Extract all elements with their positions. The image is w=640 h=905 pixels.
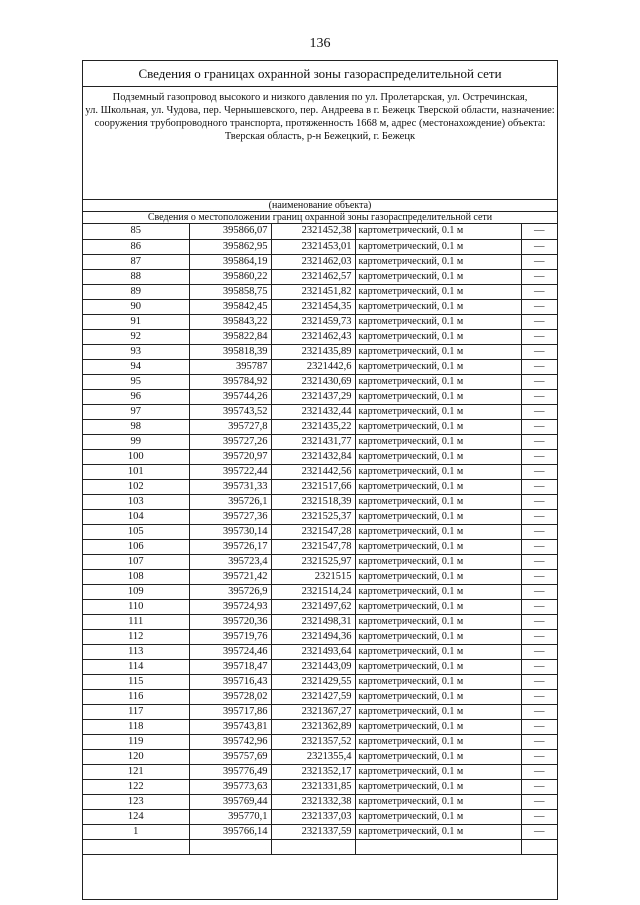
point-number-cell: 114	[83, 659, 189, 674]
coord-x-cell: 395842,45	[189, 299, 271, 314]
coord-y-cell: 2321493,64	[271, 644, 355, 659]
coord-y-cell: 2321453,01	[271, 239, 355, 254]
method-accuracy-cell: картометрический, 0.1 м	[355, 224, 521, 239]
method-accuracy-cell: картометрический, 0.1 м	[355, 374, 521, 389]
table-row	[83, 239, 557, 254]
point-number-cell: 94	[83, 359, 189, 374]
coord-x-cell: 395862,95	[189, 239, 271, 254]
table-row	[83, 479, 557, 494]
table-row	[83, 344, 557, 359]
description-dash-cell: —	[521, 764, 557, 779]
point-number-cell: 98	[83, 419, 189, 434]
coord-y-cell: 2321525,97	[271, 554, 355, 569]
table-row	[83, 449, 557, 464]
method-accuracy-cell: картометрический, 0.1 м	[355, 584, 521, 599]
method-accuracy-cell: картометрический, 0.1 м	[355, 719, 521, 734]
description-dash-cell: —	[521, 404, 557, 419]
coord-y-cell: 2321494,36	[271, 629, 355, 644]
description-dash-cell: —	[521, 809, 557, 824]
description-line: Подземный газопровод высокого и низкого давления по ул. Пролетарская, ул. Остречинская,	[112, 92, 528, 103]
table-row	[83, 509, 557, 524]
description-dash-cell: —	[521, 524, 557, 539]
description-dash-cell: —	[521, 269, 557, 284]
coord-x-cell: 395757,69	[189, 749, 271, 764]
point-number-cell: 117	[83, 704, 189, 719]
coord-y-cell: 2321462,57	[271, 269, 355, 284]
table-row	[83, 749, 557, 764]
point-number-cell: 93	[83, 344, 189, 359]
point-number-cell: 111	[83, 614, 189, 629]
description-dash-cell: —	[521, 254, 557, 269]
point-number-cell: 115	[83, 674, 189, 689]
coord-x-cell: 395727,36	[189, 509, 271, 524]
method-accuracy-cell: картометрический, 0.1 м	[355, 539, 521, 554]
method-accuracy-cell: картометрический, 0.1 м	[355, 344, 521, 359]
coord-y-cell: 2321432,84	[271, 449, 355, 464]
description-line: сооружения трубопроводного транспорта, протяженность 1668 м, адрес (местонахождение) объекта:	[94, 118, 546, 129]
coord-y-cell: 2321518,39	[271, 494, 355, 509]
coord-y-cell: 2321462,43	[271, 329, 355, 344]
point-number-cell: 103	[83, 494, 189, 509]
point-number-cell: 85	[83, 224, 189, 239]
method-accuracy-cell	[355, 839, 521, 854]
table-row	[83, 689, 557, 704]
coord-y-cell: 2321352,17	[271, 764, 355, 779]
coord-y-cell: 2321331,85	[271, 779, 355, 794]
point-number-cell: 89	[83, 284, 189, 299]
point-number-cell: 122	[83, 779, 189, 794]
method-accuracy-cell: картометрический, 0.1 м	[355, 494, 521, 509]
coord-y-cell: 2321498,31	[271, 614, 355, 629]
coord-y-cell: 2321427,59	[271, 689, 355, 704]
coord-y-cell: 2321443,09	[271, 659, 355, 674]
point-number-cell: 95	[83, 374, 189, 389]
table-row	[83, 434, 557, 449]
description-dash-cell: —	[521, 224, 557, 239]
description-dash-cell: —	[521, 284, 557, 299]
method-accuracy-cell: картометрический, 0.1 м	[355, 704, 521, 719]
coord-y-cell	[271, 839, 355, 854]
table-row	[83, 734, 557, 749]
coord-y-cell: 2321332,38	[271, 794, 355, 809]
table-row	[83, 599, 557, 614]
table-row	[83, 614, 557, 629]
coord-x-cell: 395744,26	[189, 389, 271, 404]
table-row	[83, 329, 557, 344]
point-number-cell: 1	[83, 824, 189, 839]
method-accuracy-cell: картометрический, 0.1 м	[355, 629, 521, 644]
coord-x-cell: 395766,14	[189, 824, 271, 839]
coord-y-cell: 2321452,38	[271, 224, 355, 239]
coord-x-cell: 395743,52	[189, 404, 271, 419]
method-accuracy-cell: картометрический, 0.1 м	[355, 824, 521, 839]
coord-x-cell: 395784,92	[189, 374, 271, 389]
coord-x-cell: 395864,19	[189, 254, 271, 269]
description-dash-cell: —	[521, 479, 557, 494]
table-row	[83, 644, 557, 659]
coord-y-cell: 2321431,77	[271, 434, 355, 449]
method-accuracy-cell: картометрический, 0.1 м	[355, 659, 521, 674]
coord-y-cell: 2321517,66	[271, 479, 355, 494]
coord-x-cell: 395770,1	[189, 809, 271, 824]
description-dash-cell: —	[521, 359, 557, 374]
coord-x-cell: 395717,86	[189, 704, 271, 719]
description-dash-cell: —	[521, 824, 557, 839]
table-row	[83, 569, 557, 584]
coord-y-cell: 2321442,6	[271, 359, 355, 374]
method-accuracy-cell: картометрический, 0.1 м	[355, 524, 521, 539]
coord-y-cell: 2321547,78	[271, 539, 355, 554]
description-dash-cell: —	[521, 314, 557, 329]
point-number-cell: 113	[83, 644, 189, 659]
coord-x-cell: 395726,9	[189, 584, 271, 599]
location-caption: Сведения о местоположении границ охранной зоны газораспределительной сети	[83, 212, 557, 224]
table-row	[83, 794, 557, 809]
point-number-cell	[83, 839, 189, 854]
description-dash-cell: —	[521, 494, 557, 509]
description-dash-cell: —	[521, 599, 557, 614]
method-accuracy-cell: картометрический, 0.1 м	[355, 239, 521, 254]
coord-x-cell: 395742,96	[189, 734, 271, 749]
section-heading: Сведения о границах охранной зоны газораспределительной сети	[83, 61, 557, 87]
description-dash-cell: —	[521, 614, 557, 629]
point-number-cell: 104	[83, 509, 189, 524]
table-row	[83, 704, 557, 719]
object-name-caption: (наименование объекта)	[83, 200, 557, 212]
table-row	[83, 224, 557, 239]
coord-x-cell: 395720,36	[189, 614, 271, 629]
coord-y-cell: 2321451,82	[271, 284, 355, 299]
method-accuracy-cell: картометрический, 0.1 м	[355, 599, 521, 614]
method-accuracy-cell: картометрический, 0.1 м	[355, 554, 521, 569]
table-row	[83, 254, 557, 269]
coord-y-cell: 2321497,62	[271, 599, 355, 614]
coord-y-cell: 2321459,73	[271, 314, 355, 329]
coord-x-cell: 395769,44	[189, 794, 271, 809]
description-dash-cell: —	[521, 779, 557, 794]
coord-y-cell: 2321430,69	[271, 374, 355, 389]
coord-x-cell: 395726,1	[189, 494, 271, 509]
table-row	[83, 824, 557, 839]
coord-x-cell: 395787	[189, 359, 271, 374]
coord-y-cell: 2321435,89	[271, 344, 355, 359]
description-dash-cell: —	[521, 344, 557, 359]
method-accuracy-cell: картометрический, 0.1 м	[355, 809, 521, 824]
method-accuracy-cell: картометрический, 0.1 м	[355, 674, 521, 689]
coord-y-cell: 2321362,89	[271, 719, 355, 734]
method-accuracy-cell: картометрический, 0.1 м	[355, 764, 521, 779]
coord-x-cell: 395724,46	[189, 644, 271, 659]
description-dash-cell: —	[521, 689, 557, 704]
description-dash-cell: —	[521, 719, 557, 734]
method-accuracy-cell: картометрический, 0.1 м	[355, 329, 521, 344]
method-accuracy-cell: картометрический, 0.1 м	[355, 314, 521, 329]
method-accuracy-cell: картометрический, 0.1 м	[355, 614, 521, 629]
method-accuracy-cell: картометрический, 0.1 м	[355, 434, 521, 449]
table-row	[83, 779, 557, 794]
description-dash-cell: —	[521, 509, 557, 524]
coord-y-cell: 2321437,29	[271, 389, 355, 404]
point-number-cell: 91	[83, 314, 189, 329]
coord-x-cell: 395718,47	[189, 659, 271, 674]
point-number-cell: 86	[83, 239, 189, 254]
method-accuracy-cell: картометрический, 0.1 м	[355, 569, 521, 584]
point-number-cell: 107	[83, 554, 189, 569]
point-number-cell: 96	[83, 389, 189, 404]
coord-x-cell: 395720,97	[189, 449, 271, 464]
description-dash-cell: —	[521, 239, 557, 254]
description-line: Тверская область, р-н Бежецкий, г. Бежецк	[224, 131, 416, 142]
table-row	[83, 659, 557, 674]
coord-x-cell: 395721,42	[189, 569, 271, 584]
point-number-cell: 121	[83, 764, 189, 779]
table-row	[83, 554, 557, 569]
description-dash-cell: —	[521, 584, 557, 599]
table-row	[83, 629, 557, 644]
coord-y-cell: 2321429,55	[271, 674, 355, 689]
table-row	[83, 524, 557, 539]
table-row	[83, 464, 557, 479]
description-dash-cell: —	[521, 644, 557, 659]
method-accuracy-cell: картометрический, 0.1 м	[355, 404, 521, 419]
coord-y-cell: 2321515	[271, 569, 355, 584]
description-dash-cell: —	[521, 554, 557, 569]
coord-x-cell: 395730,14	[189, 524, 271, 539]
method-accuracy-cell: картометрический, 0.1 м	[355, 794, 521, 809]
description-dash-cell: —	[521, 659, 557, 674]
point-number-cell: 97	[83, 404, 189, 419]
coord-x-cell: 395776,49	[189, 764, 271, 779]
point-number-cell: 102	[83, 479, 189, 494]
point-number-cell: 110	[83, 599, 189, 614]
method-accuracy-cell: картометрический, 0.1 м	[355, 779, 521, 794]
point-number-cell: 119	[83, 734, 189, 749]
method-accuracy-cell: картометрический, 0.1 м	[355, 389, 521, 404]
coord-x-cell: 395716,43	[189, 674, 271, 689]
description-dash-cell: —	[521, 299, 557, 314]
coord-x-cell: 395818,39	[189, 344, 271, 359]
coord-x-cell: 395822,84	[189, 329, 271, 344]
point-number-cell: 118	[83, 719, 189, 734]
description-line: ул. Школьная, ул. Чудова, пер. Чернышевского, пер. Андреева в г. Бежецк Тверской области, назначение:	[85, 105, 555, 116]
description-dash-cell: —	[521, 749, 557, 764]
point-number-cell: 88	[83, 269, 189, 284]
point-number-cell: 87	[83, 254, 189, 269]
object-description	[83, 87, 557, 200]
method-accuracy-cell: картометрический, 0.1 м	[355, 749, 521, 764]
coord-y-cell: 2321357,52	[271, 734, 355, 749]
method-accuracy-cell: картометрический, 0.1 м	[355, 299, 521, 314]
coord-x-cell: 395727,26	[189, 434, 271, 449]
description-dash-cell: —	[521, 374, 557, 389]
coord-y-cell: 2321514,24	[271, 584, 355, 599]
point-number-cell: 100	[83, 449, 189, 464]
description-dash-cell: —	[521, 734, 557, 749]
coord-x-cell: 395724,93	[189, 599, 271, 614]
coord-x-cell: 395719,76	[189, 629, 271, 644]
document-frame	[82, 60, 558, 900]
coord-y-cell: 2321337,03	[271, 809, 355, 824]
description-dash-cell: —	[521, 794, 557, 809]
coord-y-cell: 2321454,35	[271, 299, 355, 314]
table-row	[83, 809, 557, 824]
coord-x-cell: 395866,07	[189, 224, 271, 239]
description-dash-cell: —	[521, 419, 557, 434]
coord-x-cell: 395858,75	[189, 284, 271, 299]
description-dash-cell: —	[521, 629, 557, 644]
description-dash-cell: —	[521, 539, 557, 554]
method-accuracy-cell: картометрический, 0.1 м	[355, 509, 521, 524]
table-row	[83, 419, 557, 434]
coord-x-cell: 395722,44	[189, 464, 271, 479]
description-dash-cell: —	[521, 464, 557, 479]
coordinates-table	[83, 224, 557, 855]
method-accuracy-cell: картометрический, 0.1 м	[355, 734, 521, 749]
point-number-cell: 116	[83, 689, 189, 704]
method-accuracy-cell: картометрический, 0.1 м	[355, 284, 521, 299]
coord-x-cell: 395727,8	[189, 419, 271, 434]
coord-y-cell: 2321525,37	[271, 509, 355, 524]
table-row	[83, 299, 557, 314]
table-row	[83, 284, 557, 299]
table-row	[83, 269, 557, 284]
method-accuracy-cell: картометрический, 0.1 м	[355, 689, 521, 704]
table-row	[83, 719, 557, 734]
table-row	[83, 374, 557, 389]
coord-y-cell: 2321462,03	[271, 254, 355, 269]
coord-y-cell: 2321337,59	[271, 824, 355, 839]
table-row	[83, 764, 557, 779]
point-number-cell: 108	[83, 569, 189, 584]
point-number-cell: 123	[83, 794, 189, 809]
point-number-cell: 120	[83, 749, 189, 764]
method-accuracy-cell: картометрический, 0.1 м	[355, 359, 521, 374]
description-dash-cell: —	[521, 704, 557, 719]
method-accuracy-cell: картометрический, 0.1 м	[355, 449, 521, 464]
table-row	[83, 494, 557, 509]
page-number: 136	[309, 36, 331, 51]
coord-x-cell	[189, 839, 271, 854]
coord-x-cell: 395731,33	[189, 479, 271, 494]
coord-y-cell: 2321442,56	[271, 464, 355, 479]
coord-y-cell: 2321367,27	[271, 704, 355, 719]
point-number-cell: 92	[83, 329, 189, 344]
description-dash-cell: —	[521, 674, 557, 689]
method-accuracy-cell: картометрический, 0.1 м	[355, 254, 521, 269]
method-accuracy-cell: картометрический, 0.1 м	[355, 419, 521, 434]
coord-x-cell: 395726,17	[189, 539, 271, 554]
table-row	[83, 389, 557, 404]
coord-y-cell: 2321355,4	[271, 749, 355, 764]
description-dash-cell: —	[521, 329, 557, 344]
description-dash-cell: —	[521, 389, 557, 404]
table-row	[83, 584, 557, 599]
description-dash-cell: —	[521, 569, 557, 584]
point-number-cell: 105	[83, 524, 189, 539]
coord-x-cell: 395773,63	[189, 779, 271, 794]
point-number-cell: 101	[83, 464, 189, 479]
point-number-cell: 124	[83, 809, 189, 824]
table-row	[83, 674, 557, 689]
method-accuracy-cell: картометрический, 0.1 м	[355, 269, 521, 284]
coord-x-cell: 395860,22	[189, 269, 271, 284]
coord-y-cell: 2321547,28	[271, 524, 355, 539]
description-dash-cell	[521, 839, 557, 854]
point-number-cell: 90	[83, 299, 189, 314]
coord-x-cell: 395843,22	[189, 314, 271, 329]
table-row	[83, 314, 557, 329]
method-accuracy-cell: картометрический, 0.1 м	[355, 464, 521, 479]
table-row	[83, 404, 557, 419]
coord-y-cell: 2321432,44	[271, 404, 355, 419]
table-row	[83, 839, 557, 854]
description-dash-cell: —	[521, 434, 557, 449]
point-number-cell: 106	[83, 539, 189, 554]
description-dash-cell: —	[521, 449, 557, 464]
table-row	[83, 539, 557, 554]
table-row	[83, 359, 557, 374]
coord-x-cell: 395728,02	[189, 689, 271, 704]
point-number-cell: 109	[83, 584, 189, 599]
coord-x-cell: 395743,81	[189, 719, 271, 734]
method-accuracy-cell: картометрический, 0.1 м	[355, 644, 521, 659]
coord-x-cell: 395723,4	[189, 554, 271, 569]
point-number-cell: 112	[83, 629, 189, 644]
point-number-cell: 99	[83, 434, 189, 449]
method-accuracy-cell: картометрический, 0.1 м	[355, 479, 521, 494]
coord-y-cell: 2321435,22	[271, 419, 355, 434]
